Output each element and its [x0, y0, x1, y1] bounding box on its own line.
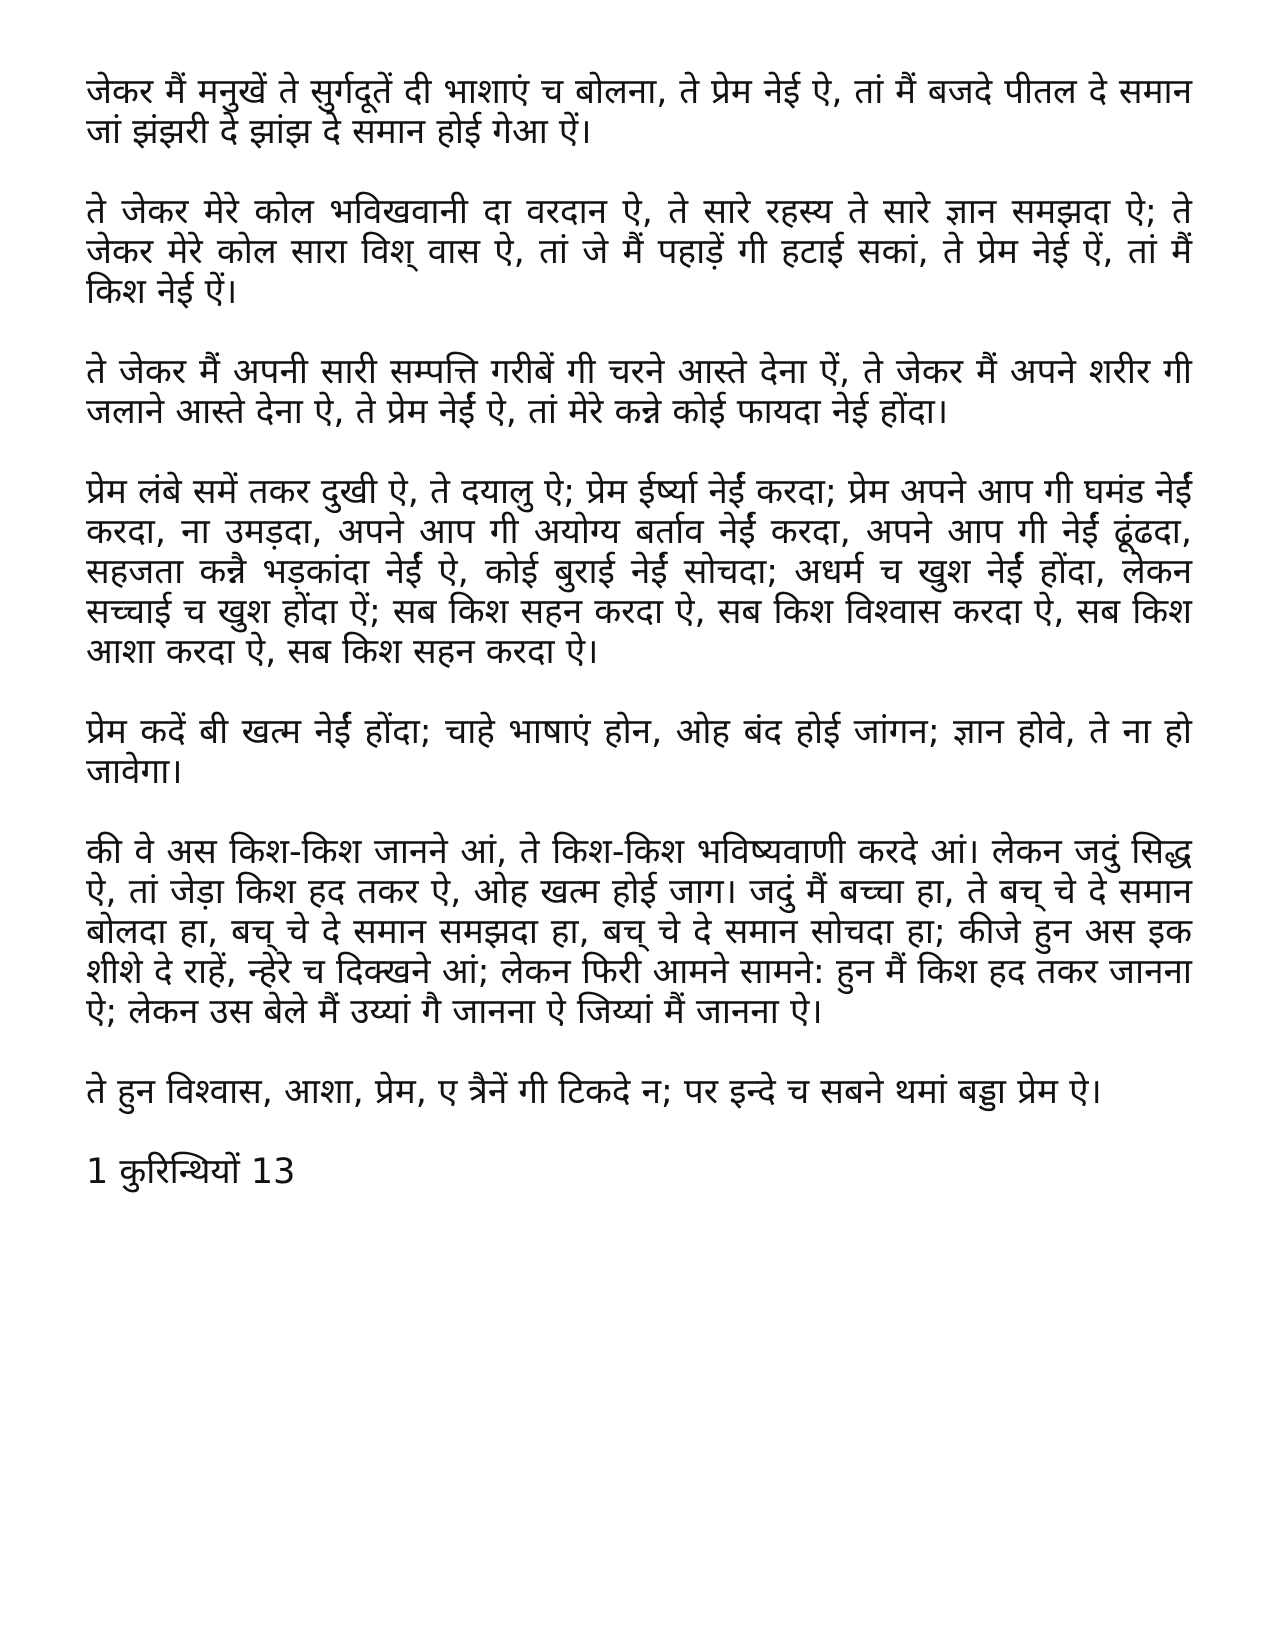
paragraph-4: प्रेम लंबे समें तकर दुखी ऐ, ते दयालु ऐ; प्रेम ईर्ष्या नेईं करदा; प्रेम अपने आप गी घमंड नेईं करदा, ना उमड़दा, अपने आप गी अयोग्य बर्ताव नेईं करदा, अपने आप गी नेईं ढूंढदा, सहजता कन्नै भड़कांदा नेईं ऐ, कोई बुराई नेईं सोचदा; अधर्म च खुश नेईं होंदा, लेकन सच्चाई च खुश होंदा ऐं; सब किश सहन करदा ऐ, सब किश विश्वास करदा ऐ, सब किश आशा करदा ऐ, सब किश सहन करदा ऐ। [86, 472, 1192, 672]
paragraph-6: की वे अस किश-किश जानने आं, ते किश-किश भविष्यवाणी करदे आं। लेकन जदुं सिद्ध ऐ, तां जेड़ा किश हद तकर ऐ, ओह खत्म होई जाग। जदुं मैं बच्चा हा, ते बच् चे दे समान बोलदा हा, बच् चे दे समान समझदा हा, बच् चे दे समान सोचदा हा; कीजे हुन अस इक शीशे दे राहें, न्हेरे च दिक्खने आं; लेकन फिरी आमने सामने: हुन मैं किश हद तकर जानना ऐ; लेकन उस बेले मैं उय्यां गै जानना ऐ जिय्यां मैं जानना ऐ। [86, 832, 1192, 1032]
paragraph-7: ते हुन विश्वास, आशा, प्रेम, ए त्रैनें गी टिकदे न; पर इन्दे च सबने थमां बड्डा प्रेम ऐ। [86, 1072, 1102, 1112]
paragraph-1: जेकर मैं मनुखें ते सुर्गदूतें दी भाशाएं च बोलना, ते प्रेम नेई ऐ, तां मैं बजदे पीतल दे समान जां झंझरी दे झांझ दे समान होई गेआ ऐं। [86, 72, 1192, 152]
document-body [86, 72, 1192, 1192]
paragraph-5: प्रेम कदें बी खत्म नेईं होंदा; चाहे भाषाएं होन, ओह बंद होई जांगन; ज्ञान होवे, ते ना हो जावेगा। [86, 712, 1192, 792]
paragraph-3: ते जेकर मैं अपनी सारी सम्पत्ति गरीबें गी चरने आस्ते देना ऐं, ते जेकर मैं अपने शरीर गी जलाने आस्ते देना ऐ, ते प्रेम नेईं ऐ, तां मेरे कन्ने कोई फायदा नेई होंदा। [86, 352, 1192, 432]
paragraph-2: ते जेकर मेरे कोल भविखवानी दा वरदान ऐ, ते सारे रहस्य ते सारे ज्ञान समझदा ऐ; ते जेकर मेरे कोल सारा विश् वास ऐ, तां जे मैं पहाड़ें गी हटाई सकां, ते प्रेम नेई ऐं, तां मैं किश नेई ऐं। [86, 192, 1192, 312]
scripture-reference: 1 कुरिन्थियों 13 [86, 1152, 296, 1192]
